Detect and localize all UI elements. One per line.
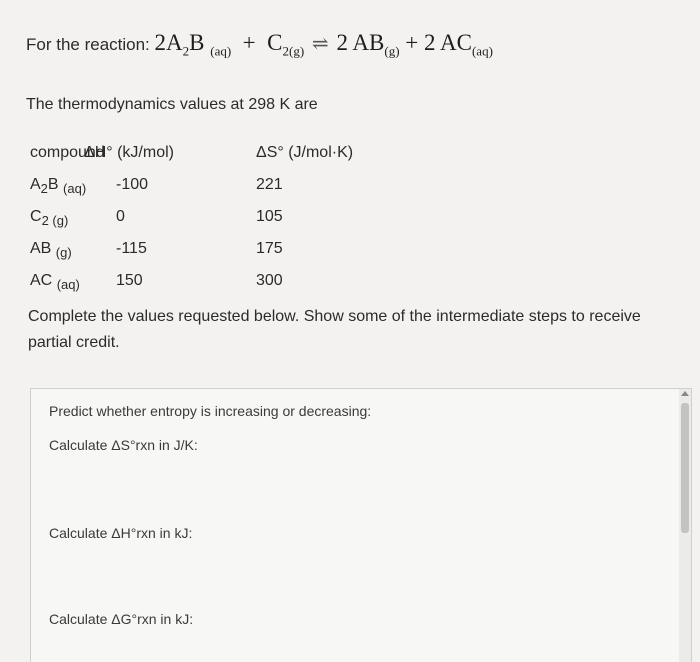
dh-cell: 150 (116, 272, 143, 289)
plus-sign: + (242, 30, 256, 55)
compound-cell (30, 240, 72, 260)
compound-cell (30, 176, 86, 196)
dh-prompt: Calculate ΔH°rxn in kJ: (49, 525, 193, 541)
formula-tail: B (47, 176, 59, 193)
table-row (30, 208, 390, 240)
header-compound: compound (30, 144, 105, 161)
compound-cell (30, 208, 68, 228)
dg-prompt: Calculate ΔG°rxn in kJ: (49, 611, 194, 627)
dh-cell: -100 (116, 176, 149, 193)
ds-cell: 300 (256, 272, 283, 289)
reactant2-symbol: C (267, 30, 283, 55)
equation (154, 30, 493, 59)
formula: C (30, 208, 42, 225)
formula-subscript: 2 (40, 181, 48, 197)
table-row (30, 176, 390, 208)
scroll-up-arrow-icon[interactable] (681, 391, 689, 396)
reaction-equation (26, 30, 493, 60)
vertical-scrollbar[interactable] (679, 389, 691, 662)
ds-cell: 105 (256, 208, 283, 225)
phase: (aq) (56, 277, 80, 293)
reactant1-phase: (aq) (210, 43, 232, 59)
dh-cell: 0 (116, 208, 125, 225)
formula-subscript: 2 (g) (41, 213, 69, 229)
product2-phase: (aq) (471, 43, 493, 59)
intro-text: The thermodynamics values at 298 K are (26, 96, 318, 113)
formula: AC (30, 272, 53, 289)
ds-cell: 221 (256, 176, 283, 193)
product1-symbol: 2 AB (336, 30, 385, 55)
header-dh: ΔH° (kJ/mol) (84, 144, 174, 161)
reactant1-symbol: A (166, 30, 183, 55)
instructions-text: Complete the values requested below. Show some of the intermediate steps to receive partial credit. (28, 308, 641, 351)
entropy-prompt: Predict whether entropy is increasing or decreasing: (49, 403, 372, 419)
phase: (aq) (63, 181, 87, 197)
thermo-table (30, 144, 390, 304)
table-row (30, 240, 390, 272)
reactant2-phase: 2(g) (282, 43, 305, 59)
scroll-thumb[interactable] (681, 403, 689, 533)
dh-cell: -115 (116, 240, 147, 257)
compound-cell (30, 272, 80, 292)
table-header (30, 144, 390, 176)
reaction-label: For the reaction: (26, 35, 150, 54)
equilibrium-arrow-icon: ⇌ (311, 33, 329, 55)
table-row (30, 272, 390, 304)
formula: A (30, 176, 41, 193)
formula: AB (30, 240, 52, 257)
reactant1-tail: B (189, 30, 205, 55)
reactant-coefficient: 2 (154, 30, 167, 55)
plus-sign: + (405, 30, 419, 55)
answer-textarea[interactable] (30, 388, 692, 662)
reactant1-subscript: 2 (182, 43, 190, 59)
ds-cell: 175 (256, 240, 283, 257)
product1-phase: (g) (384, 43, 400, 59)
header-ds: ΔS° (J/mol·K) (256, 144, 354, 161)
ds-prompt: Calculate ΔS°rxn in J/K: (49, 437, 198, 453)
phase: (g) (55, 245, 72, 261)
product2-symbol: 2 AC (424, 30, 472, 55)
